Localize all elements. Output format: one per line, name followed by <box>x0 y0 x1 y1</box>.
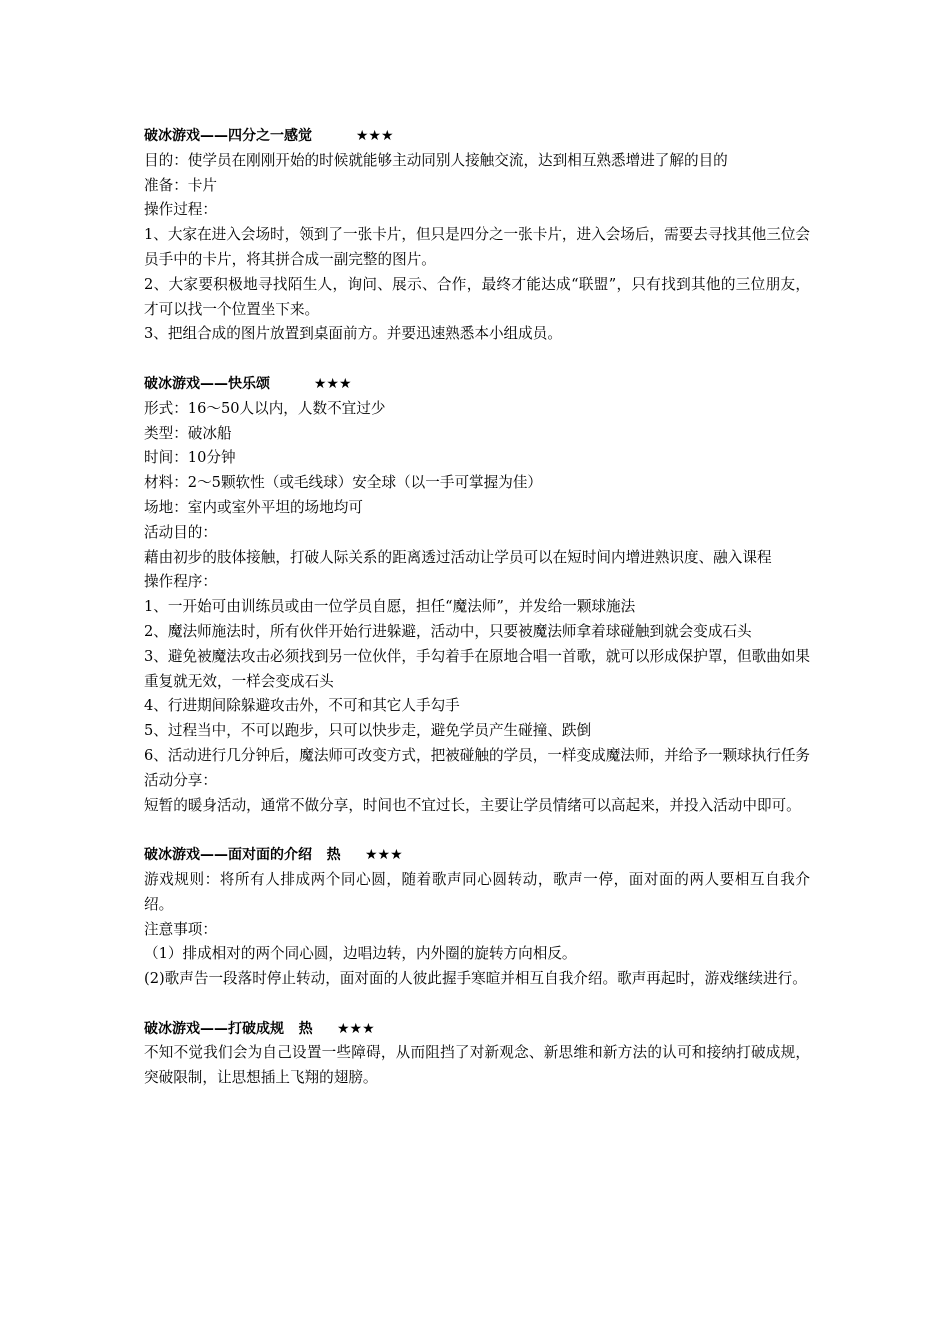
step-line: 1、大家在进入会场时，领到了一张卡片，但只是四分之一张卡片，进入会场后，需要去寻找其他三位会员手中的卡片，将其拼合成一副完整的图片。 <box>144 226 811 268</box>
type-line: 类型：破冰船 <box>144 424 232 442</box>
rating-stars: ★★★ <box>313 375 352 392</box>
sharing-text: 短暂的暖身活动，通常不做分享，时间也不宜过长，主要让学员情绪可以高起来，并投入活动中即可。 <box>144 796 801 814</box>
form-line: 形式：16～50人以内，人数不宜过少 <box>144 399 386 417</box>
material-line: 材料：2～5颗软性（或毛线球）安全球（以一手可掌握为佳） <box>144 474 543 492</box>
step-line: 3、把组合成的图片放置到桌面前方。并要迅速熟悉本小组成员。 <box>144 325 562 343</box>
section-title: 破冰游戏——四分之一感觉 ★★★ <box>144 128 394 144</box>
goal-heading: 活动目的： <box>144 523 217 541</box>
purpose-line: 目的：使学员在刚刚开始的时候就能够主动同别人接触交流，达到相互熟悉增进了解的目的 <box>144 151 728 169</box>
rating-stars: ★★★ <box>355 128 394 144</box>
step-line: 4、行进期间除躲避攻击外，不可和其它人手勾手 <box>144 697 460 715</box>
preparation-line: 准备：卡片 <box>144 176 217 194</box>
step-line: 1、一开始可由训练员或由一位学员自愿，担任“魔法师”，并发给一颗球施法 <box>144 598 636 616</box>
step-line: 3、避免被魔法攻击必须找到另一位伙伴，手勾着手在原地合唱一首歌，就可以形成保护罩，但歌曲如果重复就无效，一样会变成石头 <box>144 647 811 690</box>
note-line: （1）排成相对的两个同心圆，边唱边转，内外圈的旋转方向相反。 <box>144 945 577 963</box>
section-title: 破冰游戏——打破成规 热 ★★★ <box>144 1020 375 1037</box>
note-line: (2)歌声告一段落时停止转动，面对面的人彼此握手寒暄并相互自我介绍。歌声再起时，游戏继续进行。 <box>144 970 807 988</box>
section-break-rules <box>144 1017 810 1091</box>
rating-stars: ★★★ <box>365 847 403 864</box>
sharing-heading: 活动分享： <box>144 771 217 789</box>
procedure-heading: 操作过程： <box>144 201 217 219</box>
section-face-to-face <box>144 843 810 992</box>
section-title: 破冰游戏——快乐颂 ★★★ <box>144 375 352 392</box>
venue-line: 场地：室内或室外平坦的场地均可 <box>144 498 363 516</box>
goal-text: 藉由初步的肢体接触，打破人际关系的距离透过活动让学员可以在短时间内增进熟识度、融入课程 <box>144 548 772 566</box>
section-quarter-feeling <box>144 124 810 347</box>
document-page <box>144 124 810 1116</box>
procedure-heading: 操作程序： <box>144 573 217 591</box>
step-line: 6、活动进行几分钟后，魔法师可改变方式，把被碰触的学员，一样变成魔法师，并给予一颗球执行任务 <box>144 746 811 764</box>
notes-heading: 注意事项： <box>144 920 217 938</box>
description-line: 不知不觉我们会为自己设置一些障碍，从而阻挡了对新观念、新思维和新方法的认可和接纳打破成规，突破限制，让思想插上飞翔的翅膀。 <box>144 1044 810 1087</box>
section-title: 破冰游戏——面对面的介绍 热 ★★★ <box>144 847 403 864</box>
step-line: 2、魔法师施法时，所有伙伴开始行进躲避，活动中，只要被魔法师拿着球碰触到就会变成石头 <box>144 622 752 640</box>
rating-stars: ★★★ <box>337 1020 375 1037</box>
rules-line: 游戏规则：将所有人排成两个同心圆，随着歌声同心圆转动，歌声一停，面对面的两人要相互自我介绍。 <box>144 870 810 913</box>
time-line: 时间：10分钟 <box>144 449 236 467</box>
step-line: 5、过程当中，不可以跑步，只可以快步走，避免学员产生碰撞、跌倒 <box>144 722 592 740</box>
step-line: 2、大家要积极地寻找陌生人，询问、展示、合作，最终才能达成“联盟”，只有找到其他的三位朋友，才可以找一个位置坐下来。 <box>144 275 810 318</box>
section-happy-song <box>144 372 810 818</box>
